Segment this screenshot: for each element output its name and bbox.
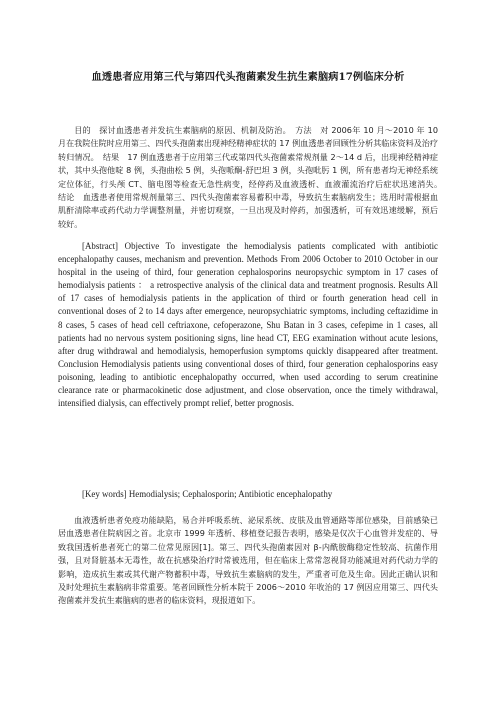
chinese-abstract: 目的 探讨血透患者并发抗生素脑病的原因、机制及防治。 方法 对 2006年 10 月～2010 年 10 月在我院住院时应用第三、四代头孢菌素出现神经精神症状的 17 例血透患者回顾性分析其临床资料及治疗转归情况。 结果 17 例血透患者于应用第三代或第四代头孢菌素常规剂量 2～14 d 后，出现神经精神症状，其中头孢他啶 8 例，头孢曲松 5 例，头孢哌酮-舒巴坦 3 例，头孢吡肟 1 例，所有患者均无神经系统定位体征，行头颅 CT、脑电图等检查无急性病变，经停药及血液透析、血液灌流治疗后症状迅速消失。 结论 血透患者使用常规剂量第三、四代头孢菌素容易蓄积中毒，导致抗生素脑病发生；选用时需根据血肌酐清除率或药代动力学调整剂量，并密切观察，一旦出现及时停药，加强透析，可有效迅速缓解，预后较好。: [58, 125, 447, 229]
paper-title: 血透患者应用第三代与第四代头孢菌素发生抗生素脑病17例临床分析: [91, 71, 405, 83]
keywords-line: [Key words] Hemodialysis; Cephalosporin; Antibiotic encephalopathy: [82, 489, 333, 499]
intro-paragraph: 血液透析患者免疫功能缺陷，易合并呼吸系统、泌尿系统、皮肤及血管通路等部位感染，目前感染已居血透患者住院病因之首。北京市 1999 年透析、移植登记报告表明，感染是仅次于心血管并发症的、导致我国透析患者死亡的第二位常见原因[1]。第三、四代头孢菌素因对 β-内酰胺酶稳定性较高、抗菌作用强，且对肾脏基本无毒性，故在抗感染治疗时常被选用，但在临床上常常忽视肾功能减退对药代动力学的影响，造成抗生素或其代谢产物蓄积中毒，导致抗生素脑病的发生，严重者可危及生命。因此正确认识和及时处理抗生素脑病非常重要。笔者回顾性分析本院于 2006～2010 年收治的 17 例因应用第三、四代头孢菌素并发抗生素脑病的患者的临床资料，现报道如下。: [58, 515, 438, 606]
english-abstract: [Abstract] Objective To investigate the hemodialysis patients complicated with antibiotic encephalopathy causes, mechanism and prevention. Methods From 2006 October to 2010 October in our hospital in the useing of third, four generation cephalosporins neuropsychic symptom in 17 cases of hemodialysis patients ： a retrospective analysis of the clinical data and treatment prognosis. Results All of 17 cases of hemodialysis patients in the application of third or fourth generation head cell in conventional doses of 2 to 14 days after emergence, neuropsychiatric symptoms, including ceftazidime in 8 cases, 5 cases of head cell ceftriaxone, cefoperazone, Shu Batan in 3 cases, cefepime in 1 cases, all patients had no nervous system positioning signs, line head CT, EEG examination without acute lesions, after drug withdrawal and hemodialysis, hemoperfusion symptoms quickly disappeared after treatment. Conclusion Hemodialysis patients using conventional doses of third, four generation cephalosporins easy poisoning, leading to antibiotic encephalopathy occurred, when used according to serum creatinine clearance rate or pharmacokinetic dose adjustment, and close observation, once the timely withdrawal, intensified dialysis, can effectively prompt relief, better prognosis.: [58, 241, 438, 409]
